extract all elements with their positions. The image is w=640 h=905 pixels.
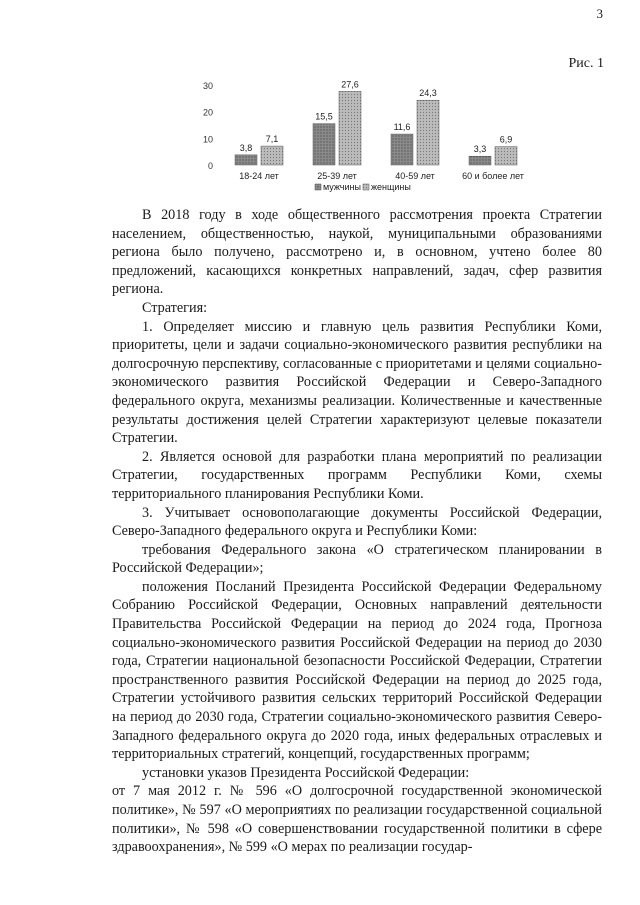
bar-chart bbox=[185, 75, 565, 200]
page-number: 3 bbox=[596, 6, 603, 21]
bar-женщины bbox=[417, 100, 439, 165]
category-label: 18-24 лет bbox=[239, 171, 279, 181]
bar-chart-svg bbox=[185, 75, 565, 200]
legend-label: мужчины bbox=[323, 182, 361, 192]
bar-мужчины bbox=[235, 155, 257, 165]
paragraph: Стратегия: bbox=[142, 299, 208, 316]
data-label: 11,6 bbox=[393, 122, 411, 133]
data-label: 24,3 bbox=[419, 88, 437, 99]
figure-label: Рис. 1 bbox=[568, 56, 604, 71]
paragraph: 2. Является основой для разработки плана мероприятий по реализации Стратегии, государственных программ Республики Коми, схемы территориального планирования Республики Коми. bbox=[112, 448, 602, 502]
bar-мужчины bbox=[469, 156, 491, 165]
category-label: 40-59 лет bbox=[395, 171, 435, 181]
legend-swatch bbox=[363, 184, 369, 190]
legend-swatch bbox=[315, 184, 321, 190]
data-label: 6,9 bbox=[499, 134, 513, 145]
category-label: 25-39 лет bbox=[317, 171, 357, 181]
paragraph: требования Федерального закона «О стратегическом планировании в Российской Федерации»; bbox=[112, 541, 602, 577]
y-tick-label: 30 bbox=[202, 81, 213, 91]
category-label: 60 и более лет bbox=[462, 171, 524, 181]
data-label: 15,5 bbox=[315, 111, 333, 122]
paragraph: установки указов Президента Российской Федерации: bbox=[142, 764, 470, 781]
data-label: 27,6 bbox=[341, 79, 359, 90]
bar-женщины bbox=[261, 146, 283, 165]
y-tick-label: 0 bbox=[207, 161, 213, 171]
bar-мужчины bbox=[391, 134, 413, 165]
data-label: 7,1 bbox=[265, 134, 279, 145]
paragraph: положения Посланий Президента Российской Федерации Федеральному Собранию Российской Федерации, Основных направлений деятельности Правительства Российской Федерации на период до 2024 года, Прогноза социально-экономического развития Российской Федерации на период до 2030 года, Стратегии национальной безопасности Российской Федерации, Стратегии пространственного развития Российской Федерации на период до 2025 года, Стратегии устойчивого развития сельских территорий Российской Федерации на период до 2030 года, Стратегии социально-экономического развития Северо-Западного федерального округа до 2020 года, иных федеральных отраслевых и территориальных стратегий, концепций, государственных программ; bbox=[112, 578, 602, 763]
legend-label: женщины bbox=[371, 182, 411, 192]
data-label: 3,8 bbox=[239, 142, 253, 153]
paragraph: 1. Определяет миссию и главную цель развития Республики Коми, приоритеты, цели и задачи социально-экономического развития республики на долгосрочную перспективу, согласованные с приоритетами и целями социально-экономического развития Российской Федерации и Северо-Западного федерального округа, механизмы реализации. Количественные и качественные результаты достижения целей Стратегии характеризуют целевые показатели Стратегии. bbox=[112, 318, 602, 447]
bar-женщины bbox=[495, 147, 517, 165]
data-label: 3,3 bbox=[473, 144, 487, 155]
y-tick-label: 10 bbox=[202, 134, 213, 145]
paragraph: от 7 мая 2012 г. № 596 «О долгосрочной государственной экономической политике», № 597 «О мероприятиях по реализации государственной социальной политики», № 598 «О совершенствовании государственной политики в сфере здравоохранения», № 599 «О мерах по реализации государ- bbox=[112, 783, 602, 856]
y-tick-label: 20 bbox=[202, 107, 213, 118]
paragraph: 3. Учитывает основополагающие документы Российской Федерации, Северо-Западного федерального округа и Республики Коми: bbox=[112, 504, 602, 540]
paragraph: В 2018 году в ходе общественного рассмотрения проекта Стратегии населением, общественностью, наукой, муниципальными образованиями региона было получено, рассмотрено и, в основном, учтено более 80 предложений, касающихся конкретных направлений, задач, сфер развития региона. bbox=[112, 207, 602, 298]
bar-женщины bbox=[339, 91, 361, 165]
document-body bbox=[112, 206, 602, 857]
bar-мужчины bbox=[313, 124, 335, 165]
